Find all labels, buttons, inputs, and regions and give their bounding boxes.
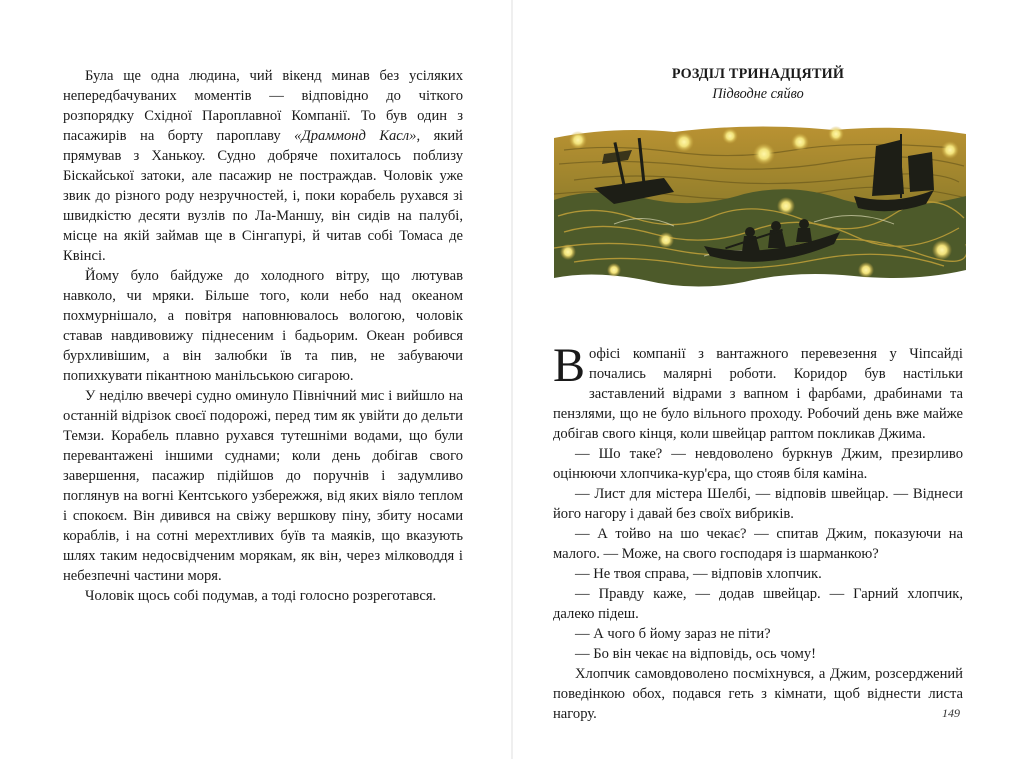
paragraph-text: , який прямував з Ханькоу. Судно добряче похиталось поблизу Біскайської затоки, але пасажир не постраждав. Чоловік уже звик до різного роду незручностей, і, поки корабель рухався зі швидкістю десяти вузлів по Ла-Маншу, він сидів на палубі, місце на якій займав ще в Сінгапурі, й читав собі Томаса де Квінсі. xyxy=(63,128,463,264)
drop-cap: В xyxy=(553,339,586,392)
right-paragraph-last: Хлопчик самовдоволено посміхнувся, а Джим, розсерджений поведінкою обох, подався геть з кімнати, щоб віднести листа нагору. xyxy=(553,666,963,722)
page-number: 149 xyxy=(942,706,960,720)
right-paragraph-1 xyxy=(553,339,963,444)
left-paragraph-1 xyxy=(63,66,463,266)
chapter-illustration xyxy=(554,120,966,295)
right-text-column xyxy=(553,339,963,724)
dialogue-line: — Лист для містера Шелбі, — відповів швейцар. — Віднеси його нагору і давай без своїх вибриків. xyxy=(553,486,963,522)
left-text-column xyxy=(63,66,463,606)
dialogue-line: — Шо таке? — невдоволено буркнув Джим, презирливо оцінюючи хлопчика-кур'єра, що стояв біля каміна. xyxy=(553,446,963,482)
dialogue-line: — Бо він чекає на відповідь, ось чому! xyxy=(575,646,816,662)
dialogue-line: — А чого б йому зараз не піти? xyxy=(575,626,771,642)
left-paragraph-3: У неділю ввечері судно оминуло Північний мис і вийшло на останній відрізок своєї подорожі, перед тим як увійти до дельти Темзи. Корабель плавно рухався тутешніми водами, що були перевантажені іншими суднами; коли день добігав свого завершення, пасажир підійшов до поручнів і задумливо поглянув на вогні Кентського узбережжя, від яких віяло теплом і спокоєм. Він дивився на свіжу вершкову піну, збиту носами кораблів, і на сотні мерехтливих буїв та маяків, що вказують шлях таким недосвідченим морякам, як він, через мілководдя і небезпечні частини моря. xyxy=(63,388,463,584)
chapter-subtitle: Підводне сяйво xyxy=(712,86,804,102)
paragraph-text: офісі компанії з вантажного перевезення у Чіпсайді почались малярні роботи. Коридор був настільки заставлений відрами з вапном і фарбами, драбинами та пензлями, що не було вільного проходу. Робочий день вже майже добігав свого кінця, коли швейцар раптом покликав Джима. xyxy=(553,346,963,442)
ship-name: «Драммонд Касл» xyxy=(294,128,417,144)
paragraph-text: Була ще одна людина, чий вікенд минав без усіляких непередбачуваних моментів — відповідно до чіткого розпорядку Східної Пароплавної Компанії. То був один з пасажирів на борту пароплаву xyxy=(63,68,463,144)
left-paragraph-2: Йому було байдуже до холодного вітру, що лютував навколо, чи мряки. Більше того, коли небо над океаном похмурнішало, а повітря наповнювалось вологою, чоловік ставав навдивовижу піднесеним і бадьорим. Океан робився бурхливішим, а він залюбки їв та пив, не забуваючи попихкувати пікантною манільською сигарою. xyxy=(63,268,463,384)
book-gutter xyxy=(511,0,513,759)
left-paragraph-4: Чоловік щось собі подумав, а тоді голосно розреготався. xyxy=(85,588,437,604)
dialogue-line: — А тойво на шо чекає? — спитав Джим, показуючи на малого. — Може, на свого господаря із шарманкою? xyxy=(553,526,963,562)
dialogue-line: — Правду каже, — додав швейцар. — Гарний хлопчик, далеко підеш. xyxy=(553,586,963,622)
chapter-title: РОЗДІЛ ТРИНАДЦЯТИЙ xyxy=(671,66,845,82)
dialogue-line: — Не твоя справа, — відповів хлопчик. xyxy=(575,566,822,582)
